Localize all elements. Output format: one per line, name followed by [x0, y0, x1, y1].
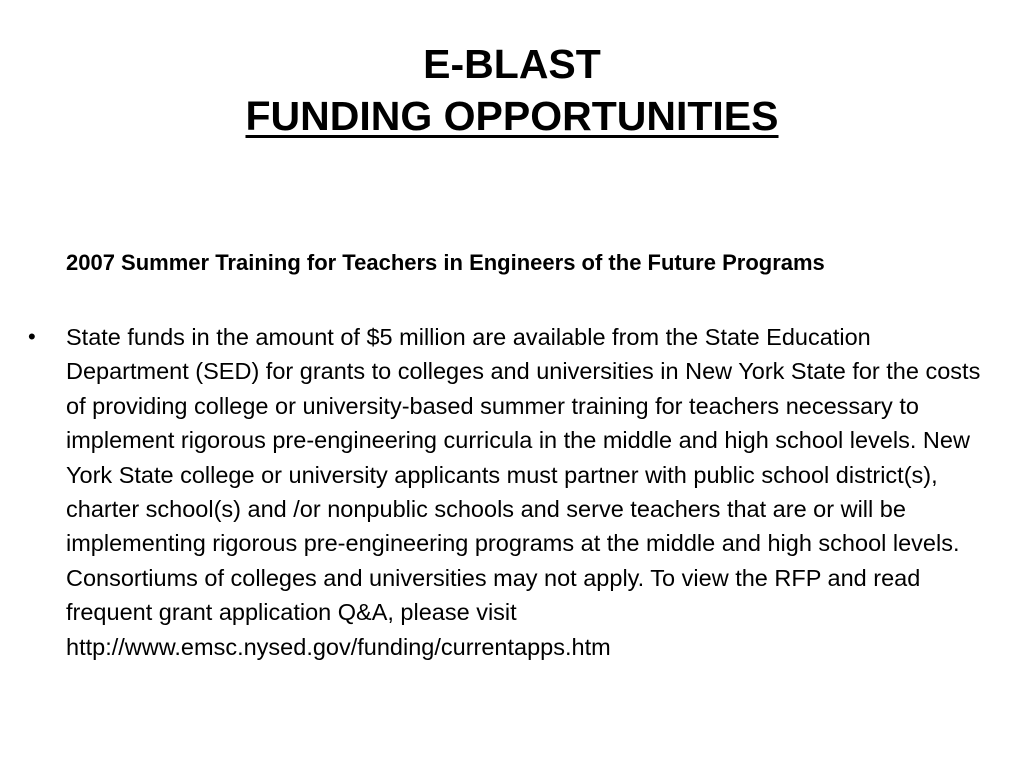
program-subheading: 2007 Summer Training for Teachers in Engineers of the Future Programs	[66, 250, 825, 275]
slide-title	[0, 38, 1024, 142]
bullet-dot-icon: •	[28, 324, 36, 349]
bullet-text: State funds in the amount of $5 million are available from the State Education Department (SED) for grants to colleges and universities in New York State for the costs of providing college or university-based summer training for teachers necessary to implement rigorous pre-engineering curricula in the middle and high school levels. New York State college or university applicants must partner with public school district(s), charter school(s) and /or nonpublic schools and serve teachers that are or will be implementing rigorous pre-engineering programs at the middle and high school levels. Consortiums of colleges and universities may not apply. To view the RFP and read frequent grant application Q&A, please visit http://www.emsc.nysed.gov/funding/currentapps.htm	[66, 324, 981, 660]
title-line-funding-opportunities: FUNDING OPPORTUNITIES	[245, 93, 779, 139]
title-line-eblast: E-BLAST	[423, 41, 601, 87]
